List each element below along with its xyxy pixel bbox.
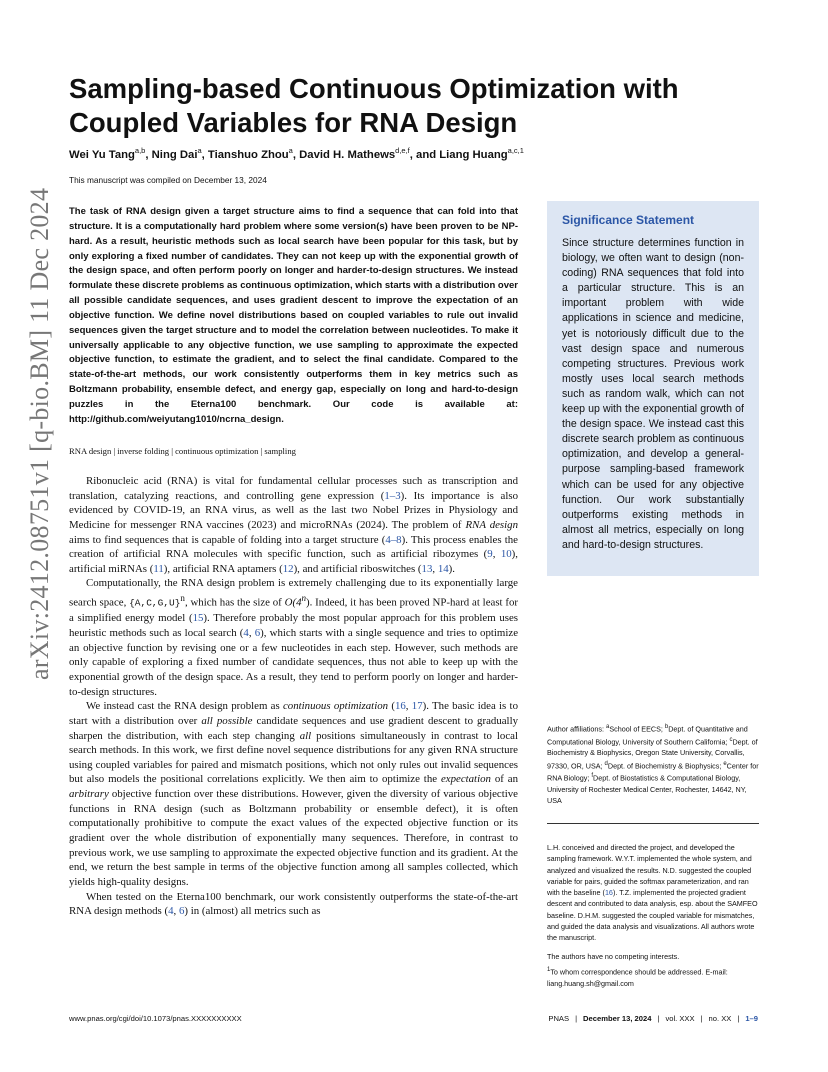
nucleotide-set: {A,C,G,U} [129,597,181,609]
footer-date: December 13, 2024 [583,1014,652,1023]
main-body [69,474,518,919]
citation-link[interactable]: 9 [487,548,493,561]
author-affil-sup: a [288,146,293,156]
correspondence-note: $^1$To whom correspondence should be addressed. E-mail: liang.huang.sh@gmail.com [547,967,728,988]
author-name: Wei Yu Tang [69,149,135,161]
significance-title: Significance Statement [562,213,695,227]
citation-link[interactable]: 1–3 [384,489,401,502]
author-affil-sup: a [197,146,202,156]
author-name: Ning Dai [151,149,198,161]
citation-link[interactable]: 4 [243,627,249,640]
citation-link[interactable]: 4 [168,905,174,918]
paper-title: Sampling-based Continuous Optimization with Coupled Variables for RNA Design [69,73,679,138]
citation-link[interactable]: 16 [604,888,613,898]
author-affil-sup: a,c,1 [507,146,524,156]
arxiv-side-label: arXiv:2412.08751v1 [q-bio.BM] 11 Dec 2024 [25,187,54,680]
citation-link[interactable]: 6 [178,905,185,918]
footer-volume: vol. XXX [665,1014,695,1023]
citation-link[interactable]: 11 [153,562,164,575]
keywords: RNA design | inverse folding | continuous optimization | sampling [69,446,296,456]
citation-link[interactable]: 14 [437,562,449,575]
body-paragraph: Computationally, the RNA design problem is extremely challenging due to its exponentially large search space, $\{A,C,G,U\}^n$, which has the size of O(4$^n$). Indeed, it has been proved NP-hard at least for a simplified energy model (15). Therefore probably the most popular approach for this problem uses heuristic methods such as local search (4, 6), which starts with a single sequence and tries to optimize an objective function by revising one or a few nucleotides in each step. However, such methods are only capable of exploring a fixed number of candidate sequences, thus not able to keep up with the exponential growth of the design space. As a result, they tend to perform poorly on longer and harder-to-design structures. [69,577,519,698]
abstract: The task of RNA design given a target structure aims to find a sequence that can fold into that structure. It is a computationally hard problem where some version(s) have been proven to be NP-hard. As a result, heuristic methods such as local search have been popular for this task, but by only exploring a fixed number of candidates. They can not keep up with the exponential growth of the design space, and often perform poorly on longer and harder-to-design structures. We instead formulate these discrete problems as continuous optimization, which starts with a distribution over all possible candidate sequences, and uses gradient descent to improve the expectation of an objective function. We define novel distributions based on coupled variables to rule out invalid sequences given the target structure and to model the correlation between nucleotides. To make it universally applicable to any objective function, we use sampling to approximate the expected objective function, to estimate the gradient, and to select the final candidate. Compared to the state-of-the-art methods, our work consistently outperforms them in key metrics such as Boltzmann probability, ensemble defect, and energy gap, especially on long and hard-to-design puzzles in the Eterna100 benchmark. Our code is available at: http://github.com/weiyutang1010/ncrna_design. [69,206,518,425]
author-name: Tianshuo Zhou [207,149,289,161]
author-affil-sup: a,b [134,146,146,156]
footer-journal-info: PNAS | December 13, 2024 | vol. XXX | no. XX | 1–9 [548,1014,758,1023]
citation-link[interactable]: 17 [411,700,423,713]
author-affil-sup: d,e,f [395,146,410,156]
citation-link[interactable]: 6 [254,627,261,640]
author-list: Wei Yu Tang$^{a,b}$, Ning Dai$^a$, Tianshuo Zhou$^a$, David H. Mathews$^{d,e,f}$, and Liang Huang$^{a,c,1}$ [69,146,524,161]
citation-link[interactable]: 4–8 [385,533,402,546]
body-paragraph: Ribonucleic acid (RNA) is vital for fundamental cellular processes such as transcription and translation, catalyzing reactions, and controlling gene expression (1–3). Its importance is also evidenced by COVID-19, an RNA virus, as well as the last two Nobel Prizes in Physiology and Medicine for messenger RNA vaccines (2023) and microRNAs (2024). The problem of RNA design aims to find sequences that is capable of folding into a target structure (4–8). This process enables the creation of artificial RNA molecules with specific function, such as artificial ribozymes (9, 10), artificial miRNAs (11), artificial RNA aptamers (12), and artificial riboswitches (13, 14). [69,475,519,575]
citation-link[interactable]: 13 [421,562,433,575]
footer-journal: PNAS [548,1014,570,1023]
citation-link[interactable]: 10 [500,548,512,561]
citation-link[interactable]: 16 [394,700,406,713]
footer-issue: no. XX [708,1014,732,1023]
body-paragraph: When tested on the Eterna100 benchmark, our work consistently outperforms the state-of-the-art RNA design methods (4, 6) in (almost) all metrics such as [69,890,518,918]
citation-link[interactable]: 15 [192,612,204,625]
author-name: Liang Huang [439,149,508,161]
body-paragraph: We instead cast the RNA design problem as continuous optimization (16, 17). The basic idea is to start with a distribution over all possible candidate sequences and use gradient descent to gradually sharpen the distribution, with each step changing all positions simultaneously in contrast to local search methods. In this work, we first define novel sequence distributions for any given RNA structure using coupled variables for paired and mismatch positions, which not only rules out invalid sequences but also models the positional correlations explicitly. We then aim to optimize the expectation of an arbitrary objective function over these distributions. However, given the diversity of various objective functions in RNA design (such as Boltzmann probability or ensemble defect), it is often computationally prohibitive to compute the exact values of the expected objective function or its gradient over the whole distribution of exponentially many sequences. Therefore, in contrast to previous work, we use sampling to approximate the expected objective function and its gradient. At the end, we return the best sample in terms of the objective function among all samples collected, which yields high-quality designs. [69,700,519,888]
competing-interests: The authors have no competing interests. [547,952,680,961]
author-name: David H. Mathews [299,149,396,161]
divider [547,823,759,824]
author-connector: , and [409,149,440,161]
footer-doi[interactable]: www.pnas.org/cgi/doi/10.1073/pnas.XXXXXXXXXX [69,1014,242,1023]
math-expression: O(4 [284,596,302,609]
significance-text: Since structure determines function in biology, we often want to design (non-coding) RNA sequences that fold into a particular structure. This is an important problem with wide applications in science and medicine, yet is notoriously difficult due to the vast design space and numerous competing structures. Previous work mostly uses local search methods such as random walk, which can not keep up with the exponential growth of the design space. We instead cast this discrete search problem as continuous optimization, and develop a general-purpose sampling-based framework which can be used for any objective function. Our work substantially outperforms existing methods in almost all metrics, especially on long and hard-to-design structures. [562,237,744,551]
author-contributions: L.H. conceived and directed the project, and developed the sampling framework. W.Y.T. implemented the whole system, and analyzed and visualized the results. N.D. suggested the coupled variable for pairs, guided the softmax parameterization, and ran with the baseline (16). T.Z. implemented the projected gradient descent and contributed to data analysis, esp. about the SAMFEO baseline. D.H.M. suggested the coupled variable for mismatches, and guided the data analysis and visualizations. All authors wrote the manuscript. [547,843,758,943]
footer-pages: 1–9 [745,1014,758,1023]
author-affiliations: Author affiliations: $^a$School of EECS; $^b$Dept. of Quantitative and Computational Biology, University of Southern California; $^c$Dept. of Biochemistry & Biophysics, Oregon State University, Corvallis, 97330, OR, USA; $^d$Dept. of Biochemistry & Biophysics; $^e$Center for RNA Biology; $^f$Dept. of Biostatistics & Computational Biology, University of Rochester Medical Center, Rochester, 14642, NY, USA [547,724,759,806]
compiled-note: This manuscript was compiled on December 13, 2024 [69,175,267,185]
citation-link[interactable]: 12 [282,562,294,575]
